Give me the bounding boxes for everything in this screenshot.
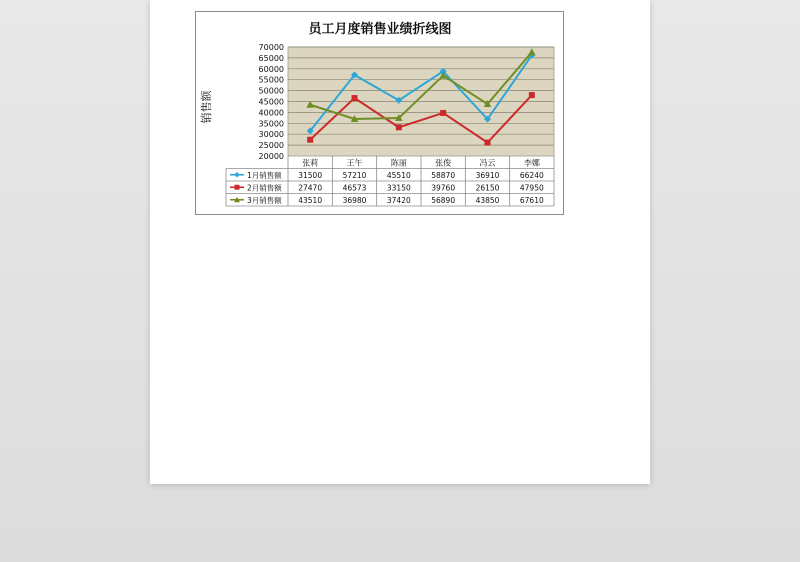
legend-entry-2: 2月销售额 — [247, 183, 282, 193]
y-tick-label-3: 35000 — [258, 119, 284, 129]
legend-key-marker-1 — [234, 172, 240, 178]
legend-entry-1: 1月销售额 — [247, 170, 282, 180]
chart-title: 员工月度销售业绩折线图 — [308, 22, 452, 37]
data-label-s1-1: 31500 — [298, 170, 323, 180]
y-tick-label-4: 40000 — [258, 108, 284, 118]
category-label-5: 冯云 — [479, 158, 496, 168]
y-tick-label-8: 60000 — [258, 64, 284, 74]
data-label-s2-6: 47950 — [519, 183, 544, 193]
data-label-s3-5: 43850 — [475, 195, 500, 205]
y-tick-label-1: 25000 — [258, 141, 284, 151]
series-2-point-4 — [440, 110, 446, 116]
data-label-s1-6: 66240 — [519, 170, 544, 180]
data-label-s3-3: 37420 — [386, 195, 411, 205]
data-label-s2-4: 39760 — [431, 183, 456, 193]
data-label-s1-2: 57210 — [342, 170, 367, 180]
category-label-6: 李娜 — [523, 158, 540, 168]
y-tick-label-5: 45000 — [258, 97, 284, 107]
series-2-point-5 — [485, 140, 491, 146]
data-label-s3-4: 56890 — [431, 195, 456, 205]
y-axis-ticks — [259, 43, 284, 161]
y-tick-label-10: 70000 — [258, 43, 284, 52]
category-label-1: 张莉 — [302, 158, 319, 168]
y-tick-label-2: 30000 — [258, 130, 284, 140]
y-axis-label: 销售额 — [200, 90, 213, 124]
y-tick-label-7: 55000 — [258, 75, 284, 85]
y-tick-label-0: 20000 — [258, 152, 284, 161]
series-2-point-3 — [396, 124, 402, 130]
data-label-s2-1: 27470 — [298, 183, 323, 193]
y-tick-label-6: 50000 — [258, 86, 284, 96]
plot-area — [288, 47, 554, 156]
data-label-s3-6: 67610 — [519, 195, 544, 205]
category-label-4: 张俊 — [435, 158, 452, 168]
legend-key-marker-2 — [235, 185, 240, 190]
data-label-s1-3: 45510 — [386, 170, 411, 180]
series-2-point-6 — [529, 92, 535, 98]
category-label-2: 王午 — [346, 158, 363, 168]
y-tick-label-9: 65000 — [258, 53, 284, 63]
legend-entry-3: 3月销售额 — [247, 195, 282, 205]
data-table — [226, 156, 554, 206]
series-2-point-1 — [307, 137, 313, 143]
data-label-s2-5: 26150 — [475, 183, 500, 193]
data-label-s1-4: 58870 — [431, 170, 456, 180]
series-2-point-2 — [352, 95, 358, 101]
data-label-s1-5: 36910 — [475, 170, 500, 180]
category-label-3: 陈丽 — [390, 158, 407, 168]
data-label-s3-1: 43510 — [298, 195, 323, 205]
data-label-s2-2: 46573 — [342, 183, 367, 193]
data-label-s3-2: 36980 — [342, 195, 367, 205]
data-label-s2-3: 33150 — [386, 183, 411, 193]
